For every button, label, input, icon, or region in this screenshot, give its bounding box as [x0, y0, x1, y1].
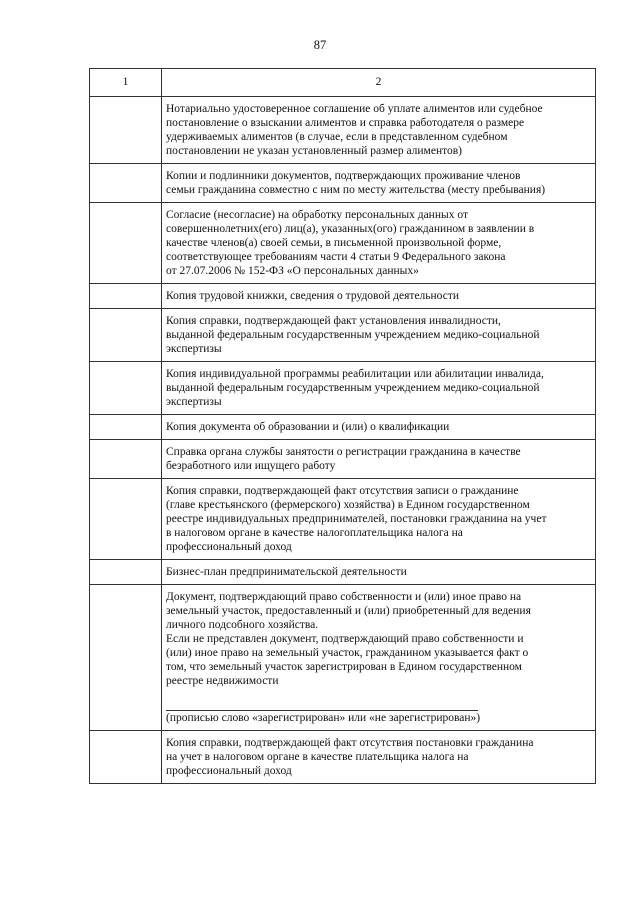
description-line: выданной федеральным государственным учреждением медико-социальной: [166, 329, 540, 341]
description-line: личного подсобного хозяйства.: [166, 619, 319, 631]
description-line: Копии и подлинники документов, подтверждающих проживание членов: [166, 170, 521, 182]
table-row: [90, 284, 596, 309]
description-line: земельный участок, предоставленный и (или) приобретенный для ведения: [166, 605, 531, 617]
description-line: (главе крестьянского (фермерского) хозяйства) в Едином государственном: [166, 499, 530, 511]
description-line: (или) иное право на земельный участок, гражданином указывается факт о: [166, 647, 529, 659]
description-line: постановление о взыскании алиментов и справка работодателя о размере: [166, 117, 525, 129]
description-line: Копия справки, подтверждающей факт отсутствия постановки гражданина: [166, 737, 534, 749]
description-line: безработного или ищущего работу: [166, 460, 336, 472]
description-line: семьи гражданина совместно с ним по месту жительства (месту пребывания): [166, 184, 546, 196]
description-line: экспертизы: [166, 343, 222, 355]
row-number-cell: [90, 164, 162, 203]
header-cell-col1: 1: [90, 69, 162, 97]
table-row: [90, 309, 596, 362]
document-description-cell: [162, 284, 596, 309]
document-description-cell: [162, 731, 596, 784]
row-number-cell: [90, 731, 162, 784]
description-line: экспертизы: [166, 396, 222, 408]
description-line: Согласие (несогласие) на обработку персональных данных от: [166, 209, 468, 221]
document-description-cell: [162, 362, 596, 415]
description-line: том, что земельный участок зарегистрирован в Едином государственном: [166, 661, 522, 673]
row-number-cell: [90, 284, 162, 309]
document-description-cell: [162, 164, 596, 203]
table-header-row: [90, 69, 596, 97]
row-number-cell: [90, 479, 162, 560]
document-description-cell: [162, 97, 596, 164]
description-line: Бизнес-план предпринимательской деятельности: [166, 566, 407, 578]
description-line: Нотариально удостоверенное соглашение об уплате алиментов или судебное: [166, 103, 543, 115]
table-row: [90, 97, 596, 164]
document-description-cell: [162, 415, 596, 440]
description-line: совершеннолетних(его) лиц(а), указанных(ого) гражданином в заявлении в: [166, 223, 535, 235]
description-line: Копия документа об образовании и (или) о квалификации: [166, 421, 450, 433]
document-description-cell: [162, 440, 596, 479]
table-row: [90, 731, 596, 784]
fill-in-note: (прописью слово «зарегистрирован» или «не зарегистрирован»): [166, 712, 481, 724]
document-description-cell: [162, 585, 596, 731]
description-line: удерживаемых алиментов (в случае, если в представленном судебном: [166, 131, 508, 143]
description-line: постановлении не указан установленный размер алиментов): [166, 145, 462, 157]
row-number-cell: [90, 309, 162, 362]
row-number-cell: [90, 440, 162, 479]
row-number-cell: [90, 415, 162, 440]
row-number-cell: [90, 203, 162, 284]
document-description-cell: [162, 309, 596, 362]
description-line: Копия справки, подтверждающей факт отсутствия записи о гражданине: [166, 485, 519, 497]
document-description-cell: [162, 479, 596, 560]
table-row: [90, 585, 596, 731]
table-row: [90, 479, 596, 560]
header-cell-col2: 2: [162, 69, 596, 97]
description-line: качестве членов(а) своей семьи, в письменной произвольной форме,: [166, 237, 502, 249]
documents-table: [89, 68, 596, 784]
table-row: [90, 164, 596, 203]
description-line: Если не представлен документ, подтверждающий право собственности и: [166, 633, 524, 645]
description-line: выданной федеральным государственным учреждением медико-социальной: [166, 382, 540, 394]
description-line: реестре недвижимости: [166, 675, 279, 687]
document-description-cell: [162, 203, 596, 284]
row-number-cell: [90, 585, 162, 731]
description-line: Копия индивидуальной программы реабилитации или абилитации инвалида,: [166, 368, 544, 380]
table-row: [90, 203, 596, 284]
table-row: [90, 440, 596, 479]
page-number: 87: [313, 38, 327, 52]
row-number-cell: [90, 97, 162, 164]
description-line: в налоговом органе в качестве налогоплательщика налога на: [166, 527, 463, 539]
description-line: профессиональный доход: [166, 541, 292, 553]
description-line: профессиональный доход: [166, 765, 292, 777]
table-row: [90, 560, 596, 585]
description-line: от 27.07.2006 № 152-ФЗ «О персональных данных»: [166, 265, 419, 277]
row-number-cell: [90, 362, 162, 415]
description-line: соответствующее требованиям части 4 статьи 9 Федерального закона: [166, 251, 506, 263]
description-line: Справка органа службы занятости о регистрации гражданина в качестве: [166, 446, 521, 458]
table-row: [90, 415, 596, 440]
description-line: на учет в налоговом органе в качестве плательщика налога на: [166, 751, 469, 763]
table-row: [90, 362, 596, 415]
description-line: реестре индивидуальных предпринимателей, постановки гражданина на учет: [166, 513, 547, 525]
description-line: Копия справки, подтверждающей факт установления инвалидности,: [166, 315, 501, 327]
description-line: Копия трудовой книжки, сведения о трудовой деятельности: [166, 290, 460, 302]
document-description-cell: [162, 560, 596, 585]
row-number-cell: [90, 560, 162, 585]
description-line: Документ, подтверждающий право собственности и (или) иное право на: [166, 591, 522, 603]
